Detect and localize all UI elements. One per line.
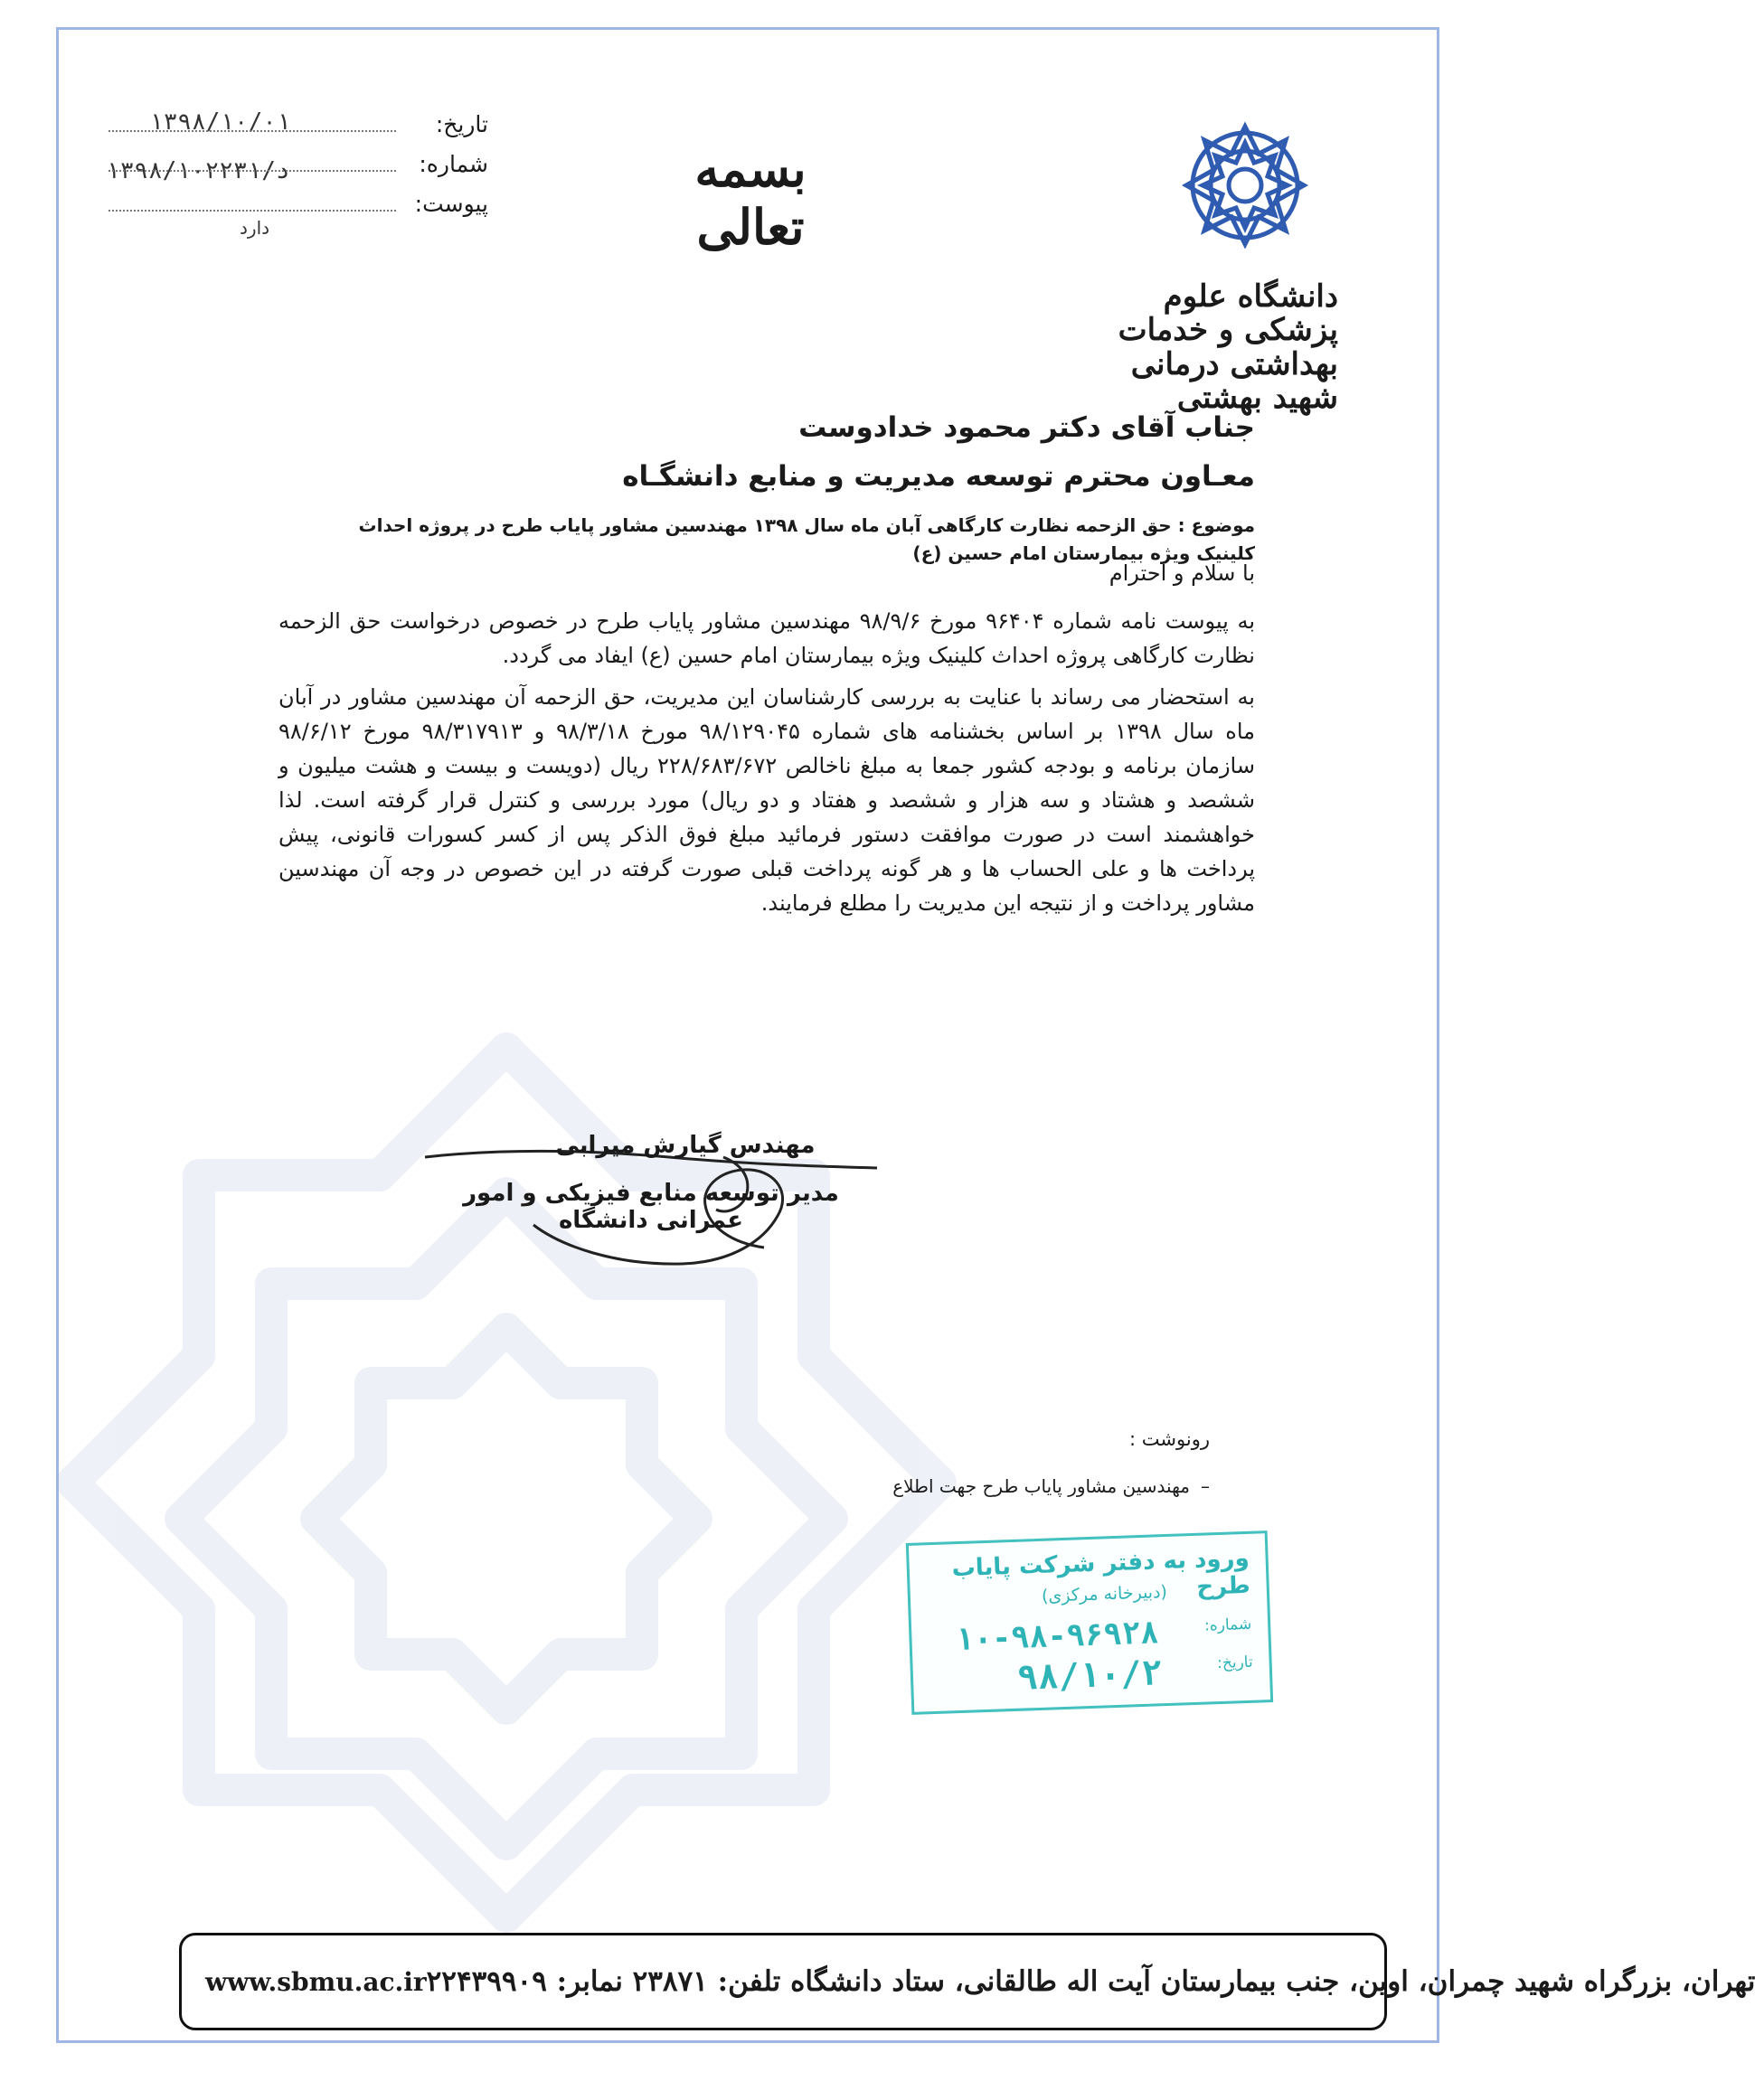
number-label: شماره: [419,151,488,177]
number-line [109,148,396,172]
letter-body [278,604,1255,928]
letter-metadata [109,108,488,228]
stamp-date-label: تاریخ: [1216,1653,1253,1673]
copy-recipients [667,1428,1210,1497]
received-stamp [906,1530,1273,1715]
stamp-number-label: شماره: [1203,1615,1252,1635]
university-name: دانشگاه علوم پزشکی و خدمات بهداشتی درمانی شهید بهشتی [1118,278,1338,417]
footer-url: www.sbmu.ac.ir [205,1966,427,1997]
copy-recipient-item [667,1475,1210,1497]
stamp-date-value: ۹۸/۱۰/۲ [1016,1653,1163,1698]
date-label: تاریخ: [435,111,488,137]
handwritten-number: ۱۳۹۸/د/۱۰۲۲۳۱ [106,157,290,184]
date-row [109,108,488,137]
footer-address: تهران، بزرگراه شهید چمران، اوین، جنب بیمارستان آیت اله طالقانی، ستاد دانشگاه تلفن: ۲۳۸۷۱ نمابر: ۲۲۴۳۹۹۰۹ [426,1965,1755,1998]
body-paragraph-1: به پیوست نامه شماره ۹۶۴۰۴ مورخ ۹۸/۹/۶ مهندسین مشاور پایاب طرح در خصوص درخواست حق الزحمه نظارت کارگاهی پروژه احداث کلینیک ویژه بیمارستان امام حسین (ع) ایفاد می گردد. [278,608,1256,668]
signatory-name: مهندس گیارش میرابی [555,1132,816,1159]
university-logo-icon [1177,118,1313,253]
copy-recipient-text: مهندسین مشاور پایاب طرح جهت اطلاع [892,1475,1190,1497]
university-logo [1076,118,1347,417]
attachment-label: پیوست: [414,191,488,217]
number-row [109,148,488,177]
handwritten-date: ۱۳۹۸/۱۰/۰۱ [149,108,291,136]
signature-block [398,1094,904,1311]
stamp-number-value: ۱۰-۹۸-۹۶۹۲۸ [954,1615,1160,1659]
attachment-line [109,188,396,212]
attachment-row [109,188,488,217]
body-paragraph-2: به استحضار می رساند با عنایت به بررسی کارشناسان این مدیریت، حق الزحمه آن مهندسین مشاور در آبان ماه سال ۱۳۹۸ بر اساس بخشنامه های شماره ۹۸/۱۲۹۰۴۵ مورخ ۹۸/۳/۱۸ و ۹۸/۳۱۷۹۱۳ مورخ ۹۸/۶/۱۲ سازمان برنامه و بودجه کشور جمعا به مبلغ ناخالص ۲۲۸/۶۸۳/۶۷۲ ریال (دویست و بیست و هشت میلیون و ششصد و هشتاد و سه هزار و ششصد و هفتاد و دو ریال) مورد بررسی و کنترل قرار گرفته است. لذا خواهشمند است در صورت موافقت دستور فرمائید مبلغ فوق الذکر پس از کسر کسورات قانونی، پیش پرداخت ها و علی الحساب ها و هر گونه پرداخت قبلی صورت گرفته در این خصوص در وجه آن مهندسین مشاور پرداخت و از نتیجه این مدیریت را مطلع فرمایند. [278,684,1256,916]
copy-bullet-icon: – [1201,1475,1210,1497]
addressee-title: معـاون محترم توسعه مدیریت و منابع دانشگـاه [622,460,1255,493]
addressee-name: جناب آقای دکتر محمود خدادوست [798,411,1255,444]
footer-bar [179,1933,1755,2030]
copy-label: رونوشت : [1129,1428,1210,1450]
handwritten-attachment: دارد [240,217,270,239]
stamp-title: ورود به دفتر شرکت پایاب طرح [951,1544,1251,1601]
letter-subject: موضوع : حق الزحمه نظارت کارگاهی آبان ماه سال ۱۳۹۸ مهندسین مشاور پایاب طرح در پروژه احداث کلینیک ویژه بیمارستان امام حسین (ع) [358,514,1255,564]
letter-greeting: با سلام و احترام [1109,560,1255,586]
stamp-subtitle: (دبیرخانه مرکزی) [1041,1581,1168,1606]
signatory-title: مدیر توسعه منابع فیزیکی و امور عمرانی دانشگاه [463,1180,839,1234]
basmala-text: بسمه تعالی [694,140,807,256]
addressee-block [369,411,1255,509]
date-line [109,108,396,132]
